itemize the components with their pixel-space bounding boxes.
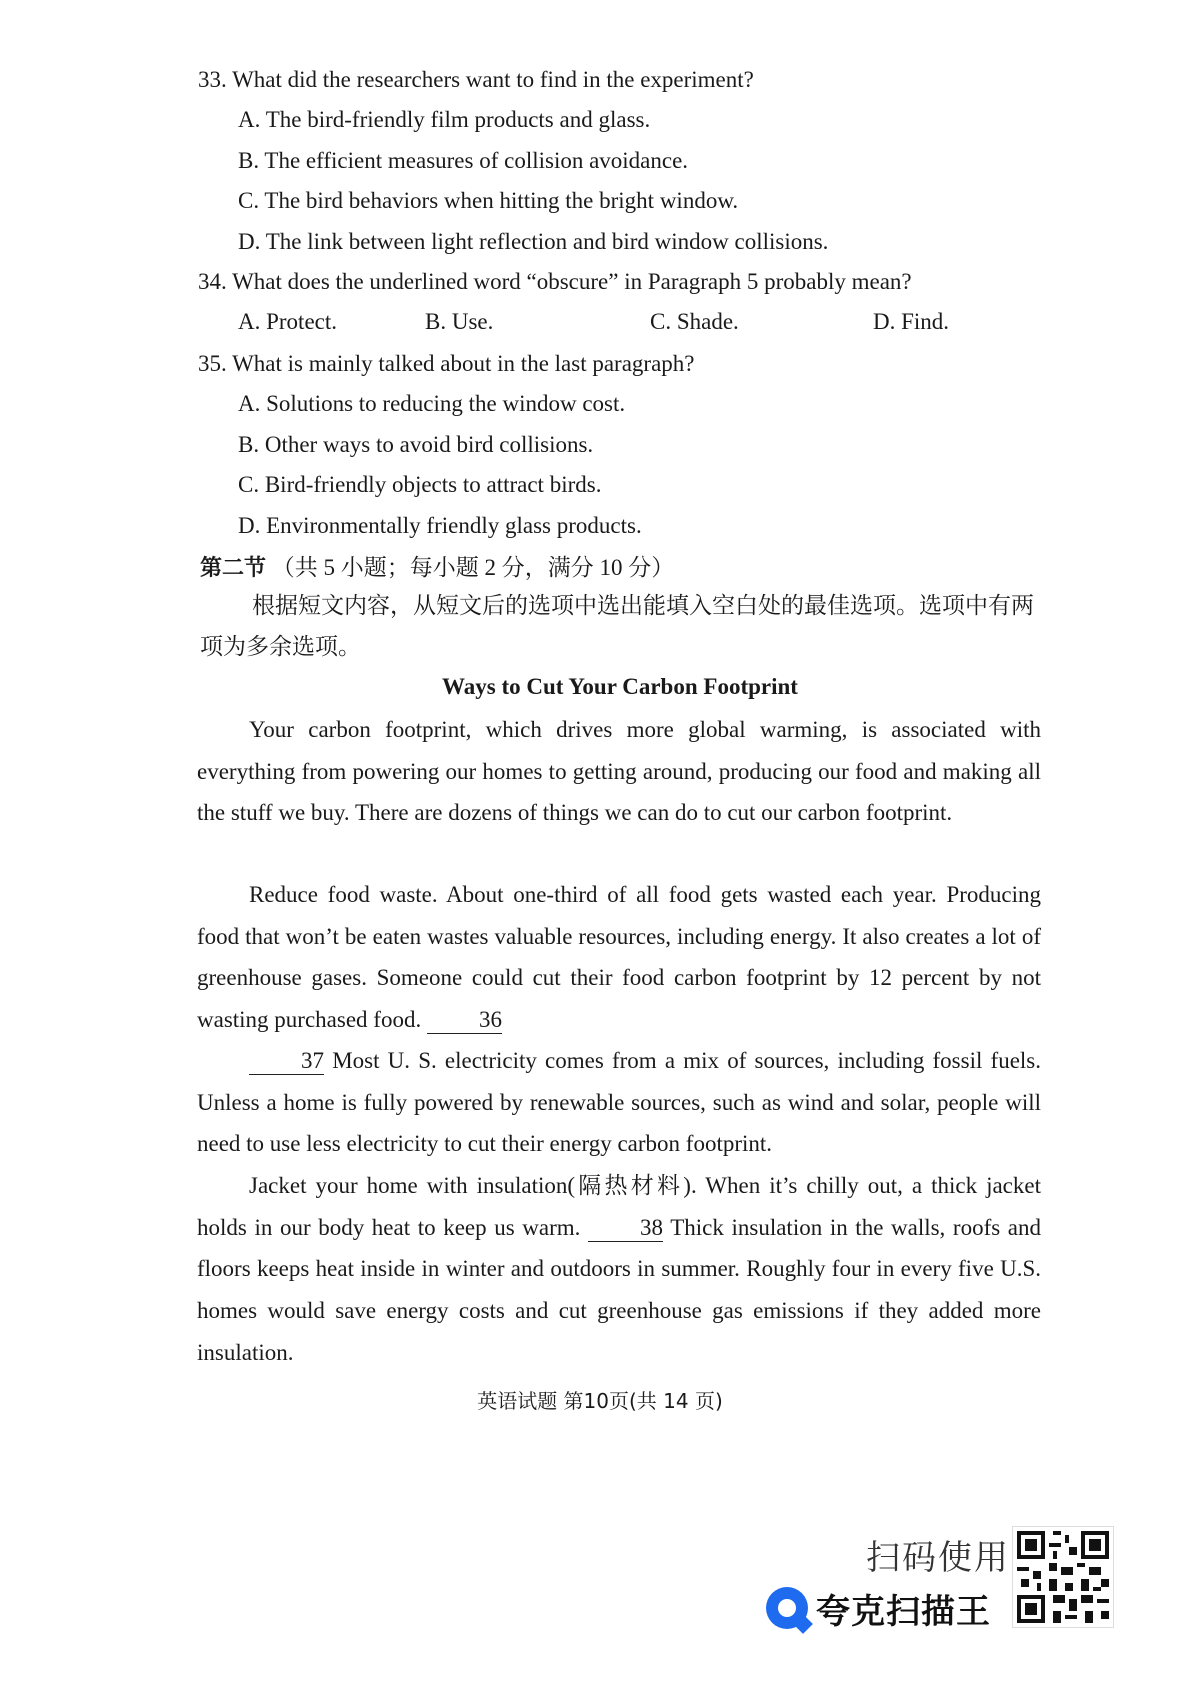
question-35-stem: 35. What is mainly talked about in the last paragraph? xyxy=(198,351,695,376)
question-33-option-c: C. The bird behaviors when hitting the bright window. xyxy=(238,188,739,213)
question-35-option-d: D. Environmentally friendly glass products. xyxy=(238,513,642,538)
passage-paragraph-1: Your carbon footprint, which drives more global warming, is associated with everything from powering our homes to getting around, producing our food and making all the stuff we buy. There are dozens of things we can do to cut our carbon footprint. xyxy=(197,717,1041,826)
section-instruction: 根据短文内容，从短文后的选项中选出能填入空白处的最佳选项。选项中有两项为多余选项。 xyxy=(200,593,1034,660)
question-33-option-d: D. The link between light reflection and bird window collisions. xyxy=(238,229,829,254)
passage-paragraph-3-text: Most U. S. electricity comes from a mix of sources, including fossil fuels. Unless a home is fully powered by renewable sources, such as wind and solar, people will need to use less electricity to cut their energy carbon footprint. xyxy=(197,1048,1041,1157)
question-34-option-a: A. Protect. xyxy=(238,309,338,334)
page-footer: 英语试题 第10页(共 14 页) xyxy=(477,1389,723,1413)
blank-36: 36 xyxy=(427,1007,502,1034)
blank-38: 38 xyxy=(588,1215,663,1242)
question-35-option-a: A. Solutions to reducing the window cost. xyxy=(238,391,626,416)
passage-paragraph-3 xyxy=(197,1040,1041,1165)
passage-paragraph-2 xyxy=(197,874,1041,1041)
question-33-stem: 33. What did the researchers want to find in the experiment? xyxy=(198,67,754,92)
scanner-logo-icon xyxy=(766,1587,808,1629)
scanner-brand-name: 夸克扫描王 xyxy=(816,1591,991,1632)
passage-paragraph-4 xyxy=(197,1165,1041,1374)
blank-37: 37 xyxy=(249,1048,324,1075)
passage-title: Ways to Cut Your Carbon Footprint xyxy=(442,674,798,699)
section-note: （共 5 小题；每小题 2 分，满分 10 分） xyxy=(271,555,675,580)
section-heading xyxy=(200,553,674,584)
passage-paragraph-4-text-a: Jacket your home with insulation(隔热材料). When it’s chilly out, a thick jacket holds in our body heat to keep us warm. xyxy=(197,1173,1041,1240)
passage-paragraph-2-text: Reduce food waste. About one-third of all food gets wasted each year. Producing food that won’t be eaten wastes valuable resources, including energy. It also creates a lot of greenhouse gases. Someone could cut their food carbon footprint by 12 percent by not wasting purchased food. xyxy=(197,882,1041,1033)
question-34-stem: 34. What does the underlined word “obscure” in Paragraph 5 probably mean? xyxy=(198,269,912,294)
question-34-option-d: D. Find. xyxy=(873,309,950,334)
question-35-option-c: C. Bird-friendly objects to attract birds. xyxy=(238,472,602,497)
question-35-option-b: B. Other ways to avoid bird collisions. xyxy=(238,432,594,457)
question-34-option-b: B. Use. xyxy=(425,309,494,334)
question-33-option-b: B. The efficient measures of collision avoidance. xyxy=(238,148,689,173)
question-33-option-a: A. The bird-friendly film products and glass. xyxy=(238,107,651,132)
question-34-option-c: C. Shade. xyxy=(650,309,739,334)
scan-to-use-label: 扫码使用 xyxy=(866,1538,1010,1578)
scanner-brand xyxy=(766,1584,991,1632)
section-title: 第二节 xyxy=(200,556,267,581)
qr-code-icon xyxy=(1012,1526,1114,1628)
passage-paragraph-4-text-b: Thick insulation in the walls, roofs and floors keeps heat inside in winter and outdoors in summer. Roughly four in every five U.S. homes would save energy costs and cut greenhouse gas emissions if they added more insulation. xyxy=(197,1214,1042,1365)
